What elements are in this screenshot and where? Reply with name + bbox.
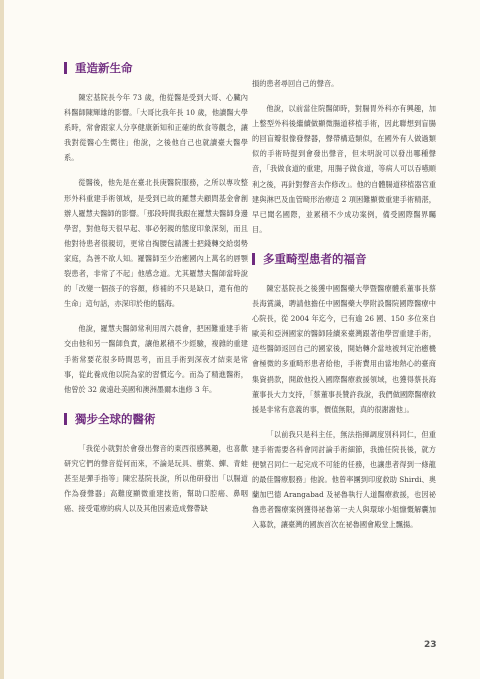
section-heading [64, 411, 248, 427]
section-heading [252, 251, 436, 267]
left-column [64, 60, 248, 526]
paragraph: 從醫後，他先是在臺北長庚醫院服務，之所以專攻整形外科重建手術領域，是受到已故的羅慧夫顧問基金會創辦人羅慧夫醫師的影響。「那段時間我跟在羅慧夫醫師身邊學習，對他每天很早起、事必躬親的態度印象深刻，而且他對待患者很親切，更常自掏腰包請護士把錢轉交給弱勢家庭，為善不欲人知。羅醫師至少治癒國內上萬名的唇顎裂患者，非常了不起」他感念道。尤其羅慧夫醫師當時說的「改變一個孩子的容顏，修補的不只是缺口，還有他的生命」這句話，亦深印於他的腦海。 [64, 178, 248, 309]
paragraph: 陳宏基院長今年 73 歲，他從醫是受到大哥、心臟內科醫師陳輝雄的影響。「大哥比我年長 10 歲，他讀醫大學系時，常會跟家人分享健康新知和正確的飲食等觀念，讓我對從醫心生嚮往」他說，之後他自己也就讀臺大醫學系。 [64, 93, 248, 163]
page-number: 23 [424, 640, 437, 650]
page-edge-bar [0, 0, 4, 679]
heading-text: 獨步全球的醫術 [75, 411, 156, 426]
paragraph: 「我從小就對於會發出聲音的東西很感興趣，也喜歡研究它們的聲音從何而來，不論是玩具、樹葉、蟬、青蛙甚至是彈手指等」陳宏基院長說，所以他研發出「以腸道作為發聲器」高難度顯微重建技術，幫助口腔癌、鼻咽癌、接受電療的病人以及其他因素造成聲帶缺 [64, 443, 248, 514]
heading-text: 重造新生命 [75, 61, 133, 75]
paragraph: 「以前我只是科主任，無法指揮調度別科同仁，但重建手術需要各科會同討論手術細節，我擔任院長後，就方便號召同仁一起完成不可能的任務，也讓患者得到一條龍的最佳醫療服務」他說。他曾率團到印度救助 Shirdi、奧蘭加巴德 Arangabad 及祕魯執行人道醫療救援，也因祕魯患者醫療案例獲得祕魯第一夫人與環球小姐慷慨解囊加入募款，讓臺灣的國族首次在祕魯國會殿堂上飄揚。 [252, 429, 436, 530]
paragraph: 他說，以前當住院醫師時，對腸胃外科亦有興趣，加上整型外科後繼續做顯微腸道移植手術，因此聯想到盲腸的回盲瓣很像發聲器，聲帶構造類似，在國外有人做過類似的手術時提到會發出聲音，但未明說可以發出哪種聲音，「我做食道的重建，用腸子做食道，等病人可以吞嚥順利之後，再針對聲音去作修改」。他的自體腸道移植器官重建與淋巴及血管畸形治療這 2 項困難顯微重建手術精湛，早已聞名國際，並累積不少成功案例，備受國際醫界矚目。 [252, 104, 436, 234]
heading-marker [64, 62, 67, 74]
paragraph: 陳宏基院長之後獲中國醫藥大學暨醫療體系董事長蔡長海賞識，聘請他擔任中國醫藥大學附設醫院國際醫療中心院長，從 2004 年迄今，已有逾 26 國、150 多位來自歐美和亞洲國家的醫師陸續來臺灣跟著他學習重建手術，這些醫師返回自己的國家後，開始轉介當地被判定治癒機會極微的多重畸形患者給他，手術費用由當地熱心的臺商集資捐款，開啟他投入國際醫療救援領域，也獲得蔡長海董事長大力支持，「蔡董事長贊許我說，我們做國際醫療救援是非常有意義的事，價值無限，真的很謝謝他」。 [252, 283, 436, 414]
heading-marker [252, 253, 255, 265]
paragraph: 損的患者尋回自己的聲音。 [252, 79, 339, 88]
section-heading [64, 60, 248, 76]
right-column [252, 76, 436, 542]
heading-marker [64, 413, 67, 425]
heading-text: 多重畸型患者的福音 [263, 251, 367, 266]
paragraph: 他說，羅慧夫醫師常利用周六晨會，把困難重建手術交由他和另一醫師負責，讓他累積不少經驗，複雜的重建手術常要花很多時間思考，而且手術到深夜才結束是常事，從此養成他以院為家的習慣迄今。而為了精進醫術，他曾於 32 歲遠赴美國和澳洲墨爾本進修 3 年。 [64, 324, 248, 394]
